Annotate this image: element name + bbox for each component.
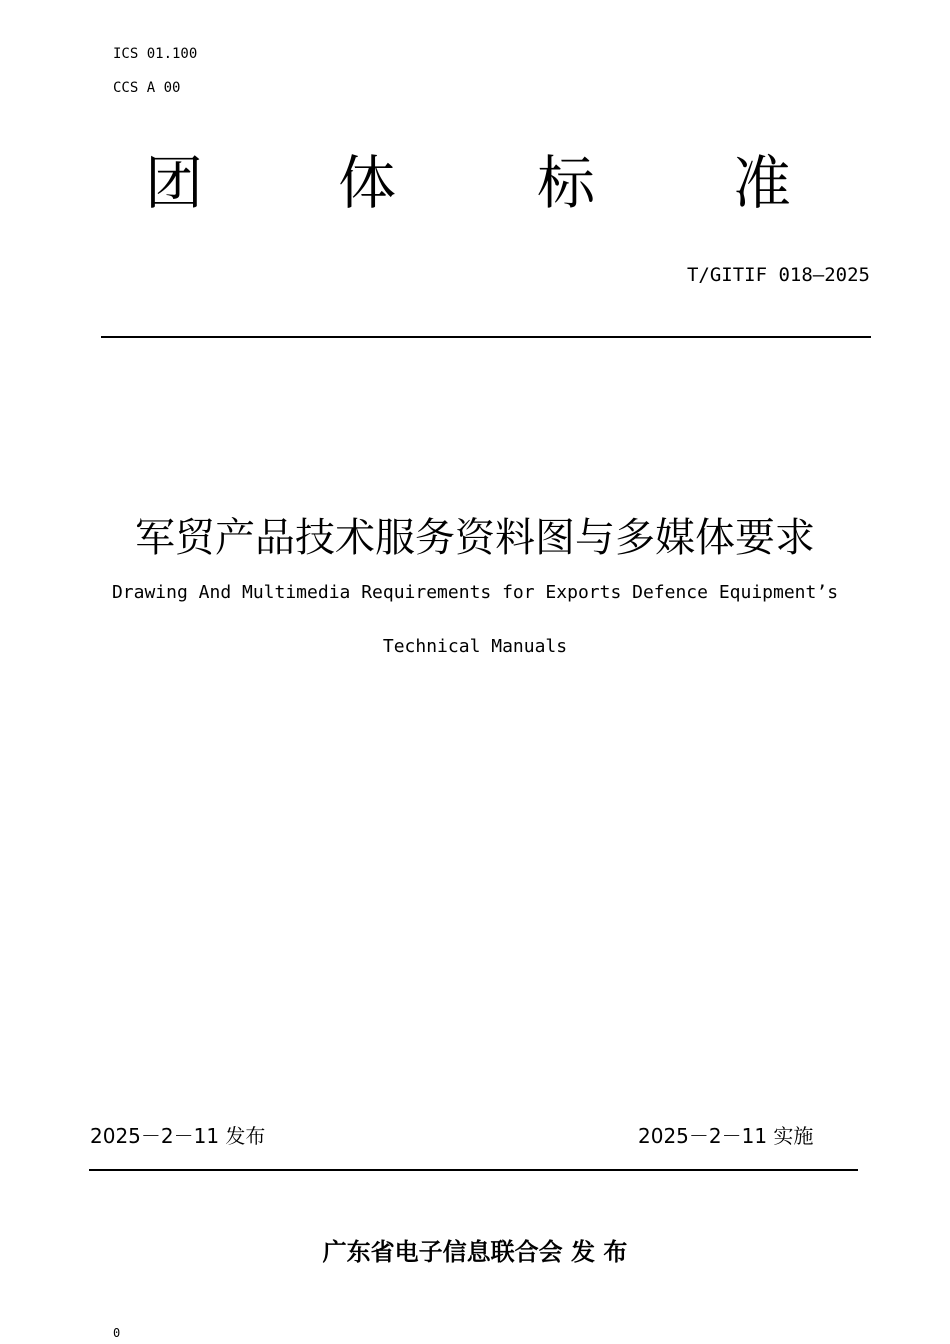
title-english-line-1: Drawing And Multimedia Requirements for Exports Defence Equipment’s (111, 582, 839, 603)
standard-number: T/GITIF 018—2025 (686, 264, 870, 286)
page-number: 0 (113, 1326, 121, 1340)
heading-char-2: 体 (338, 149, 397, 217)
bottom-divider (89, 1169, 858, 1171)
heading-char-1: 团 (145, 149, 204, 217)
publish-date: 2025－2－11 发布 (90, 1124, 266, 1148)
top-divider (101, 336, 871, 338)
heading-char-3: 标 (537, 149, 596, 217)
ics-code: ICS 01.100 (113, 46, 198, 62)
ccs-code: CCS A 00 (113, 80, 181, 96)
publisher: 广东省电子信息联合会 发 布 (322, 1237, 628, 1266)
implement-date: 2025－2－11 实施 (638, 1124, 814, 1148)
heading-char-4: 准 (733, 149, 792, 217)
standard-type-heading (145, 148, 795, 218)
title-chinese: 军贸产品技术服务资料图与多媒体要求 (135, 515, 815, 561)
title-english-line-2: Technical Manuals (382, 636, 568, 657)
